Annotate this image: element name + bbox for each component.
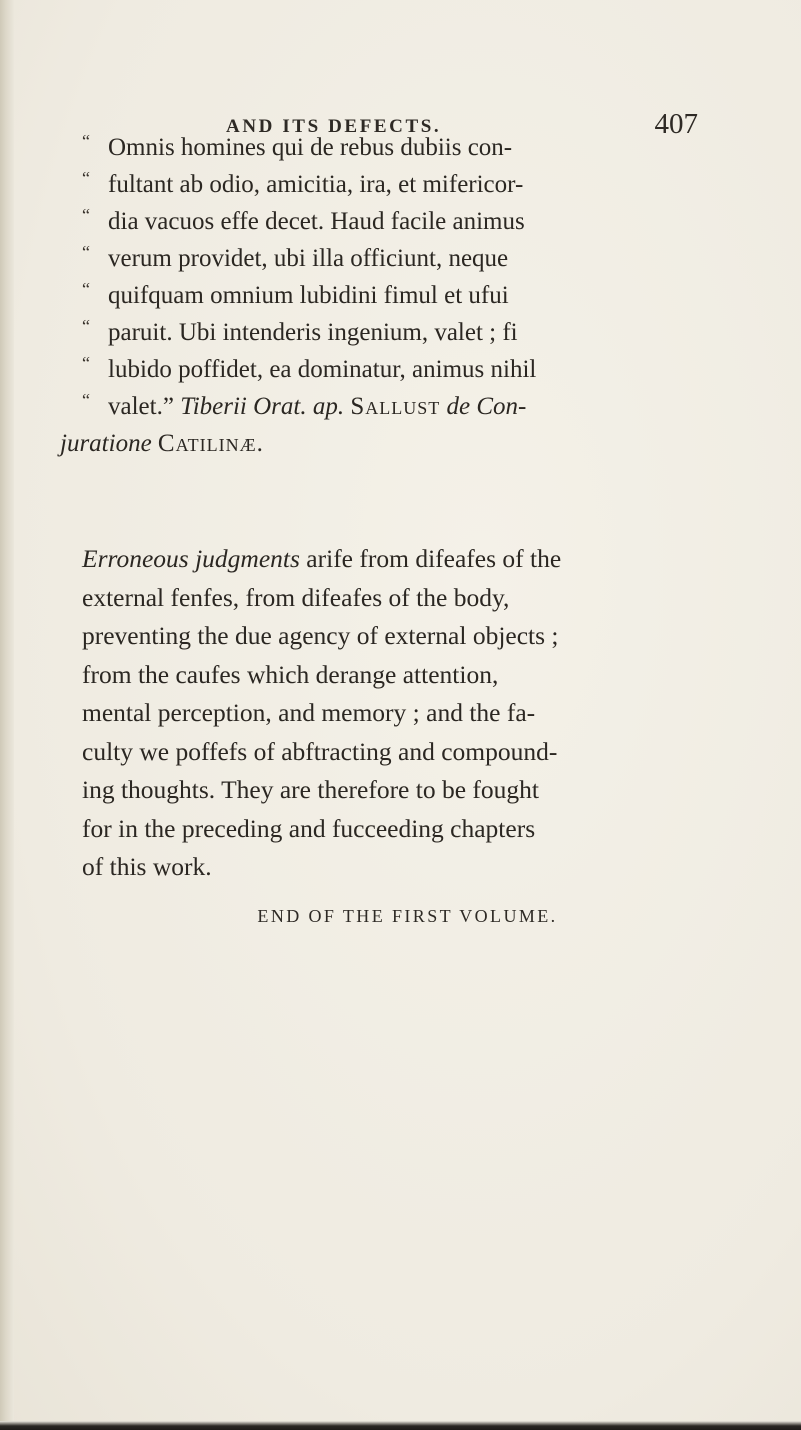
paragraph-line bbox=[82, 540, 742, 579]
quote-mark: “ bbox=[82, 242, 90, 262]
quote-line bbox=[60, 351, 740, 388]
paragraph-line: preventing the due agency of external objects ; bbox=[82, 621, 559, 650]
quote-line-citation bbox=[60, 388, 740, 425]
citation-name: Catilinæ. bbox=[157, 430, 264, 457]
quote-mark: “ bbox=[82, 131, 90, 151]
binding-edge bbox=[0, 0, 14, 1430]
citation-work: de Con- bbox=[446, 393, 527, 420]
quote-line-text: verum providet, ubi illa officiunt, neque bbox=[108, 245, 509, 272]
paragraph-line: of this work. bbox=[82, 852, 212, 881]
citation-source: Tiberii Orat. ap. bbox=[180, 393, 345, 420]
quote-line-text bbox=[108, 388, 526, 425]
end-of-volume-note: END OF THE FIRST VOLUME. bbox=[257, 906, 558, 926]
latin-quotation bbox=[60, 129, 740, 462]
quote-line bbox=[60, 129, 740, 166]
quote-mark: “ bbox=[82, 353, 90, 373]
citation-work-end: juratione bbox=[60, 430, 152, 457]
paragraph-line: from the caufes which derange attention, bbox=[82, 659, 499, 689]
paragraph-line: mental perception, and memory ; and the fa- bbox=[82, 698, 536, 727]
citation-author: Sallust bbox=[350, 393, 441, 420]
quote-line bbox=[60, 240, 740, 277]
quote-line bbox=[60, 203, 740, 240]
quote-line bbox=[60, 166, 740, 203]
quote-mark: “ bbox=[82, 168, 90, 188]
page-number: 407 bbox=[654, 108, 698, 140]
quote-line bbox=[60, 277, 740, 314]
paragraph-lead: Erroneous judgments bbox=[82, 544, 300, 573]
quote-mark: “ bbox=[82, 316, 90, 336]
quote-line-text: Omnis homines qui de rebus dubiis con- bbox=[108, 134, 513, 161]
paragraph-lead-rest: arife from difeafes of the bbox=[306, 544, 562, 573]
paragraph-line: external fenfes, from difeafes of the body, bbox=[82, 582, 510, 612]
body-paragraph bbox=[82, 540, 742, 887]
paragraph-line: ing thoughts. They are therefore to be fought bbox=[82, 775, 539, 804]
paragraph-line: culty we poffefs of abftracting and compound- bbox=[82, 736, 558, 766]
running-head: AND ITS DEFECTS. bbox=[226, 116, 442, 137]
page-bottom-edge bbox=[0, 1421, 801, 1430]
paragraph-line: for in the preceding and fucceeding chapters bbox=[82, 813, 536, 843]
quote-line-text: quifquam omnium lubidini fimul et ufui bbox=[108, 282, 509, 309]
quote-mark: “ bbox=[82, 279, 90, 299]
quote-mark: “ bbox=[82, 205, 90, 225]
quote-line-text: lubido poffidet, ea dominatur, animus nihil bbox=[108, 356, 537, 383]
quote-mark: “ bbox=[82, 390, 90, 410]
quote-closing-text: valet.” bbox=[108, 393, 174, 420]
quote-line-text: fultant ab odio, amicitia, ira, et mifericor- bbox=[108, 171, 524, 198]
quote-line-text: dia vacuos effe decet. Haud facile animus bbox=[108, 208, 525, 235]
quote-line bbox=[60, 314, 740, 351]
quote-line-text: paruit. Ubi intenderis ingenium, valet ; fi bbox=[108, 319, 518, 346]
quote-line-citation-end bbox=[60, 425, 740, 462]
